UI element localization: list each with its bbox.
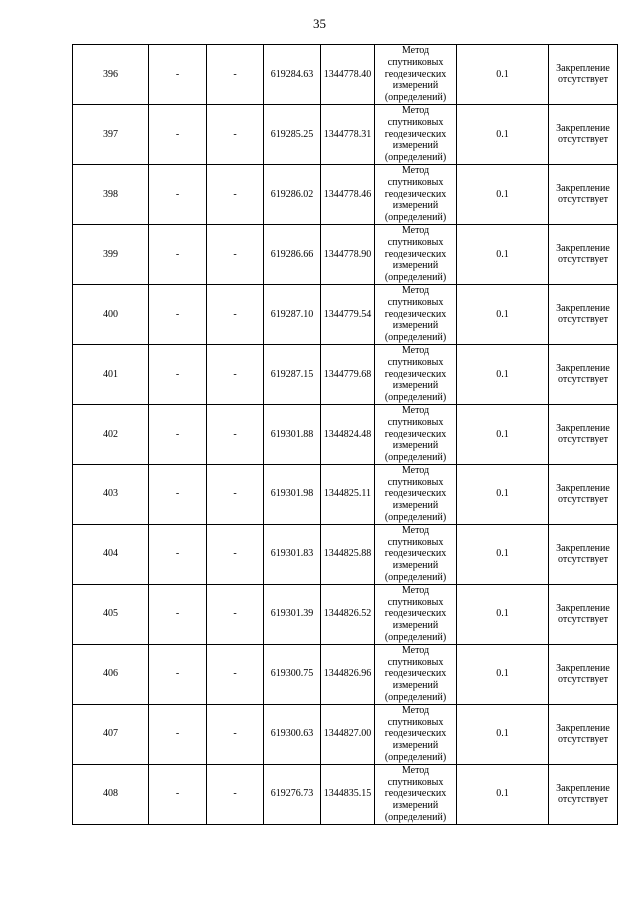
method-line: измерений xyxy=(392,80,439,92)
dash-cell: - xyxy=(207,344,264,404)
fixing-cell xyxy=(549,164,618,224)
y-coordinate-cell: 1344824.48 xyxy=(321,404,375,464)
accuracy-cell: 0.1 xyxy=(457,284,549,344)
fixing-line: отсутствует xyxy=(557,794,609,806)
x-coordinate-cell: 619276.73 xyxy=(264,764,321,824)
method-cell xyxy=(375,464,457,524)
fixing-cell xyxy=(549,284,618,344)
dash-cell: - xyxy=(149,764,207,824)
fixing-line: отсутствует xyxy=(557,314,609,326)
method-cell xyxy=(375,704,457,764)
method-line: спутниковых xyxy=(387,356,444,368)
method-line: Метод xyxy=(401,404,430,416)
y-coordinate-cell: 1344778.46 xyxy=(321,164,375,224)
table-row xyxy=(73,45,618,105)
dash-cell: - xyxy=(207,644,264,704)
method-cell xyxy=(375,644,457,704)
point-number-cell: 403 xyxy=(73,464,149,524)
point-number-cell: 396 xyxy=(73,45,149,105)
method-line: геодезических xyxy=(384,668,447,680)
method-cell xyxy=(375,584,457,644)
dash-cell: - xyxy=(149,404,207,464)
table-row xyxy=(73,644,618,704)
method-line: измерений xyxy=(392,740,439,752)
page-number: 35 xyxy=(313,16,326,31)
accuracy-cell: 0.1 xyxy=(457,704,549,764)
method-line: (определений) xyxy=(384,272,447,284)
accuracy-cell: 0.1 xyxy=(457,404,549,464)
method-line: спутниковых xyxy=(387,476,444,488)
dash-cell: - xyxy=(149,644,207,704)
method-line: геодезических xyxy=(384,68,447,80)
y-coordinate-cell: 1344778.31 xyxy=(321,104,375,164)
point-number-cell: 405 xyxy=(73,584,149,644)
point-number-cell: 404 xyxy=(73,524,149,584)
fixing-line: Закрепление xyxy=(556,122,610,134)
fixing-line: отсутствует xyxy=(557,734,609,746)
method-line: (определений) xyxy=(384,332,447,344)
method-line: спутниковых xyxy=(387,116,444,128)
fixing-line: отсутствует xyxy=(557,554,609,566)
x-coordinate-cell: 619301.39 xyxy=(264,584,321,644)
method-line: спутниковых xyxy=(387,716,444,728)
method-line: измерений xyxy=(392,800,439,812)
method-line: Метод xyxy=(401,644,430,656)
fixing-cell xyxy=(549,764,618,824)
fixing-line: отсутствует xyxy=(557,74,609,86)
method-cell xyxy=(375,284,457,344)
method-cell xyxy=(375,164,457,224)
fixing-cell xyxy=(549,464,618,524)
method-cell xyxy=(375,764,457,824)
y-coordinate-cell: 1344826.96 xyxy=(321,644,375,704)
dash-cell: - xyxy=(207,164,264,224)
fixing-line: отсутствует xyxy=(557,254,609,266)
method-line: измерений xyxy=(392,620,439,632)
dash-cell: - xyxy=(149,464,207,524)
fixing-line: Закрепление xyxy=(556,602,610,614)
method-line: Метод xyxy=(401,224,430,236)
method-line: Метод xyxy=(401,704,430,716)
fixing-line: Закрепление xyxy=(556,242,610,254)
accuracy-cell: 0.1 xyxy=(457,524,549,584)
method-line: спутниковых xyxy=(387,236,444,248)
dash-cell: - xyxy=(149,344,207,404)
x-coordinate-cell: 619301.98 xyxy=(264,464,321,524)
table-row xyxy=(73,104,618,164)
fixing-cell xyxy=(549,704,618,764)
x-coordinate-cell: 619284.63 xyxy=(264,45,321,105)
dash-cell: - xyxy=(149,164,207,224)
fixing-line: Закрепление xyxy=(556,722,610,734)
accuracy-cell: 0.1 xyxy=(457,584,549,644)
method-line: геодезических xyxy=(384,788,447,800)
method-line: (определений) xyxy=(384,692,447,704)
x-coordinate-cell: 619300.75 xyxy=(264,644,321,704)
method-line: геодезических xyxy=(384,128,447,140)
method-line: спутниковых xyxy=(387,596,444,608)
dash-cell: - xyxy=(207,764,264,824)
y-coordinate-cell: 1344779.54 xyxy=(321,284,375,344)
table-body xyxy=(73,45,618,825)
fixing-cell xyxy=(549,104,618,164)
y-coordinate-cell: 1344835.15 xyxy=(321,764,375,824)
x-coordinate-cell: 619286.66 xyxy=(264,224,321,284)
y-coordinate-cell: 1344825.11 xyxy=(321,464,375,524)
x-coordinate-cell: 619301.83 xyxy=(264,524,321,584)
point-number-cell: 401 xyxy=(73,344,149,404)
point-number-cell: 400 xyxy=(73,284,149,344)
method-line: спутниковых xyxy=(387,176,444,188)
y-coordinate-cell: 1344827.00 xyxy=(321,704,375,764)
table-row xyxy=(73,764,618,824)
x-coordinate-cell: 619287.10 xyxy=(264,284,321,344)
method-line: (определений) xyxy=(384,152,447,164)
method-line: спутниковых xyxy=(387,656,444,668)
table-row xyxy=(73,164,618,224)
x-coordinate-cell: 619285.25 xyxy=(264,104,321,164)
dash-cell: - xyxy=(207,584,264,644)
dash-cell: - xyxy=(207,464,264,524)
dash-cell: - xyxy=(207,45,264,105)
dash-cell: - xyxy=(207,284,264,344)
x-coordinate-cell: 619300.63 xyxy=(264,704,321,764)
fixing-cell xyxy=(549,584,618,644)
method-line: (определений) xyxy=(384,452,447,464)
fixing-line: отсутствует xyxy=(557,614,609,626)
method-line: (определений) xyxy=(384,92,447,104)
method-line: Метод xyxy=(401,764,430,776)
method-line: спутниковых xyxy=(387,296,444,308)
method-line: геодезических xyxy=(384,188,447,200)
method-line: Метод xyxy=(401,524,430,536)
method-line: спутниковых xyxy=(387,416,444,428)
method-line: (определений) xyxy=(384,212,447,224)
fixing-cell xyxy=(549,344,618,404)
fixing-line: отсутствует xyxy=(557,194,609,206)
method-line: геодезических xyxy=(384,428,447,440)
method-line: (определений) xyxy=(384,752,447,764)
method-line: измерений xyxy=(392,500,439,512)
fixing-line: Закрепление xyxy=(556,182,610,194)
fixing-line: Закрепление xyxy=(556,362,610,374)
table-row xyxy=(73,224,618,284)
method-line: спутниковых xyxy=(387,536,444,548)
method-line: (определений) xyxy=(384,572,447,584)
method-cell xyxy=(375,104,457,164)
x-coordinate-cell: 619287.15 xyxy=(264,344,321,404)
method-line: геодезических xyxy=(384,248,447,260)
dash-cell: - xyxy=(207,224,264,284)
point-number-cell: 402 xyxy=(73,404,149,464)
method-line: измерений xyxy=(392,680,439,692)
dash-cell: - xyxy=(149,584,207,644)
fixing-cell xyxy=(549,45,618,105)
point-number-cell: 408 xyxy=(73,764,149,824)
table-row xyxy=(73,584,618,644)
y-coordinate-cell: 1344825.88 xyxy=(321,524,375,584)
point-number-cell: 406 xyxy=(73,644,149,704)
method-cell xyxy=(375,404,457,464)
method-line: измерений xyxy=(392,140,439,152)
method-line: спутниковых xyxy=(387,776,444,788)
dash-cell: - xyxy=(149,224,207,284)
table-row xyxy=(73,284,618,344)
fixing-cell xyxy=(549,644,618,704)
method-line: Метод xyxy=(401,344,430,356)
method-line: измерений xyxy=(392,560,439,572)
accuracy-cell: 0.1 xyxy=(457,45,549,105)
dash-cell: - xyxy=(149,284,207,344)
fixing-cell xyxy=(549,524,618,584)
y-coordinate-cell: 1344778.40 xyxy=(321,45,375,105)
point-number-cell: 398 xyxy=(73,164,149,224)
fixing-line: отсутствует xyxy=(557,374,609,386)
table-row xyxy=(73,704,618,764)
method-line: Метод xyxy=(401,284,430,296)
accuracy-cell: 0.1 xyxy=(457,464,549,524)
method-line: (определений) xyxy=(384,392,447,404)
y-coordinate-cell: 1344779.68 xyxy=(321,344,375,404)
dash-cell: - xyxy=(149,45,207,105)
fixing-cell xyxy=(549,224,618,284)
method-line: (определений) xyxy=(384,632,447,644)
method-line: измерений xyxy=(392,440,439,452)
method-line: Метод xyxy=(401,464,430,476)
table-row xyxy=(73,524,618,584)
method-line: геодезических xyxy=(384,488,447,500)
method-line: измерений xyxy=(392,260,439,272)
method-line: геодезических xyxy=(384,608,447,620)
point-number-cell: 399 xyxy=(73,224,149,284)
fixing-line: Закрепление xyxy=(556,542,610,554)
fixing-line: Закрепление xyxy=(556,782,610,794)
point-number-cell: 397 xyxy=(73,104,149,164)
table-row xyxy=(73,344,618,404)
method-line: измерений xyxy=(392,200,439,212)
method-cell xyxy=(375,344,457,404)
method-cell xyxy=(375,45,457,105)
fixing-line: отсутствует xyxy=(557,674,609,686)
x-coordinate-cell: 619301.88 xyxy=(264,404,321,464)
method-line: измерений xyxy=(392,320,439,332)
accuracy-cell: 0.1 xyxy=(457,164,549,224)
accuracy-cell: 0.1 xyxy=(457,224,549,284)
fixing-line: отсутствует xyxy=(557,494,609,506)
fixing-line: Закрепление xyxy=(556,422,610,434)
method-line: геодезических xyxy=(384,368,447,380)
point-number-cell: 407 xyxy=(73,704,149,764)
accuracy-cell: 0.1 xyxy=(457,104,549,164)
dash-cell: - xyxy=(207,104,264,164)
fixing-line: Закрепление xyxy=(556,62,610,74)
coordinates-table xyxy=(72,44,618,825)
fixing-cell xyxy=(549,404,618,464)
x-coordinate-cell: 619286.02 xyxy=(264,164,321,224)
method-cell xyxy=(375,524,457,584)
dash-cell: - xyxy=(149,524,207,584)
dash-cell: - xyxy=(207,524,264,584)
method-line: Метод xyxy=(401,164,430,176)
dash-cell: - xyxy=(149,104,207,164)
method-line: геодезических xyxy=(384,548,447,560)
table-row xyxy=(73,404,618,464)
method-line: спутниковых xyxy=(387,56,444,68)
dash-cell: - xyxy=(149,704,207,764)
fixing-line: Закрепление xyxy=(556,482,610,494)
dash-cell: - xyxy=(207,704,264,764)
method-line: (определений) xyxy=(384,512,447,524)
method-line: геодезических xyxy=(384,728,447,740)
method-line: геодезических xyxy=(384,308,447,320)
dash-cell: - xyxy=(207,404,264,464)
method-cell xyxy=(375,224,457,284)
fixing-line: отсутствует xyxy=(557,434,609,446)
method-line: Метод xyxy=(401,104,430,116)
accuracy-cell: 0.1 xyxy=(457,344,549,404)
method-line: измерений xyxy=(392,380,439,392)
y-coordinate-cell: 1344826.52 xyxy=(321,584,375,644)
table-row xyxy=(73,464,618,524)
fixing-line: Закрепление xyxy=(556,302,610,314)
accuracy-cell: 0.1 xyxy=(457,644,549,704)
accuracy-cell: 0.1 xyxy=(457,764,549,824)
method-line: Метод xyxy=(401,584,430,596)
fixing-line: Закрепление xyxy=(556,662,610,674)
method-line: (определений) xyxy=(384,812,447,823)
method-line: Метод xyxy=(401,45,430,56)
fixing-line: отсутствует xyxy=(557,134,609,146)
y-coordinate-cell: 1344778.90 xyxy=(321,224,375,284)
